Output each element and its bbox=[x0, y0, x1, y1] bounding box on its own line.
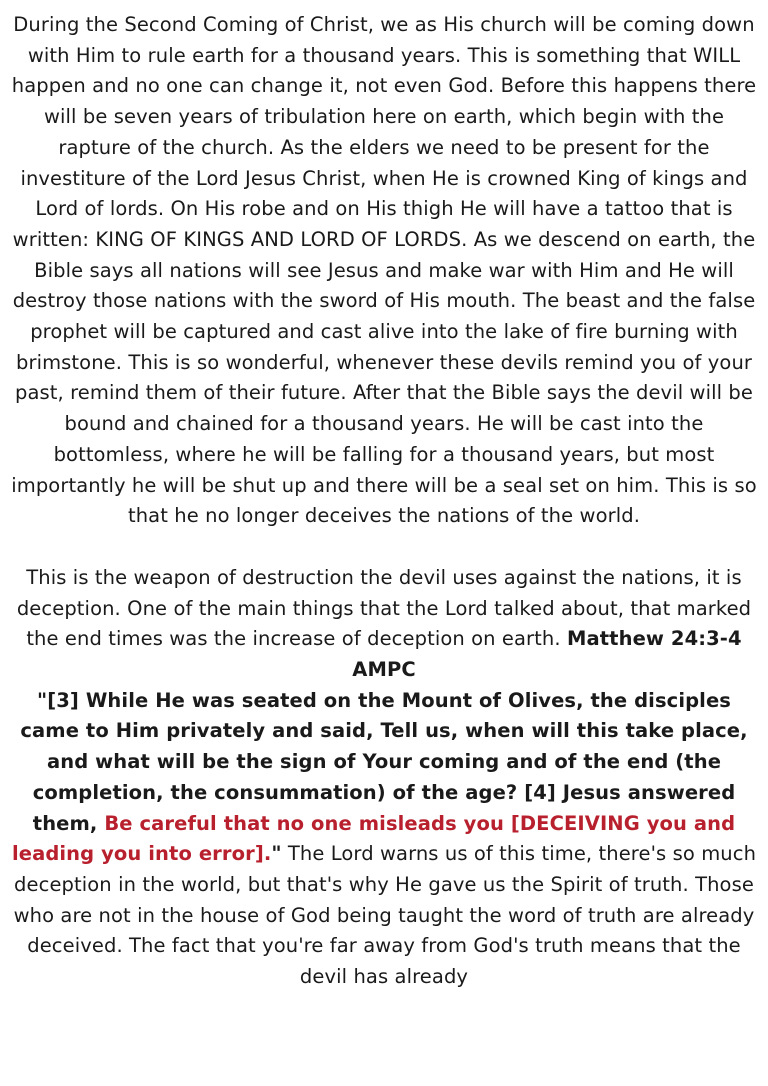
paragraph-deception-intro: This is the weapon of destruction the devil uses against the nations, it is deception. One of the main things that the Lord talked about, that marked the end times was the increase of deception on earth. bbox=[16, 565, 752, 651]
document-page bbox=[8, 10, 760, 993]
scripture-quote-highlight: Be careful that no one misleads you [DECEIVING you and leading you into error]. bbox=[11, 811, 736, 866]
paragraph-deception bbox=[8, 563, 760, 993]
paragraph-deception-continuation: The Lord warns us of this time, there's so much deception in the world, but that's why He gave us the Spirit of truth. Those who are not in the house of God being taught the word of truth are already deceived. The fact that you're far away from God's truth means that the devil has already bbox=[13, 842, 757, 989]
scripture-quote-close: " bbox=[271, 842, 282, 866]
paragraph-second-coming: During the Second Coming of Christ, we as His church will be coming down with Him to rule earth for a thousand years. This is something that WILL happen and no one can change it, not even God. Before this happens there will be seven years of tribulation here on earth, which begin with the rapture of the church. As the elders we need to be present for the investiture of the Lord Jesus Christ, when He is crowned King of kings and Lord of lords. On His robe and on His thigh He will have a tattoo that is written: KING OF KINGS AND LORD OF LORDS. As we descend on earth, the Bible says all nations will see Jesus and make war with Him and He will destroy those nations with the sword of His mouth. The beast and the false prophet will be captured and cast alive into the lake of fire burning with brimstone. This is so wonderful, whenever these devils remind you of your past, remind them of their future. After that the Bible says the devil will be bound and chained for a thousand years. He will be cast into the bottomless, where he will be falling for a thousand years, but most importantly he will be shut up and there will be a seal set on him. This is so that he no longer deceives the nations of the world. bbox=[11, 13, 757, 528]
scripture-quote: "[3] While He was seated on the Mount of Olives, the disciples came to Him privately and said, Tell us, when will this take place, and what will be the sign of Your coming and of the end (the completion, the consummation) of the age? [4] Jesus answered them, bbox=[20, 688, 748, 835]
paragraph-spacer bbox=[8, 532, 760, 563]
scripture-reference: Matthew 24:3-4 AMPC bbox=[352, 627, 742, 682]
